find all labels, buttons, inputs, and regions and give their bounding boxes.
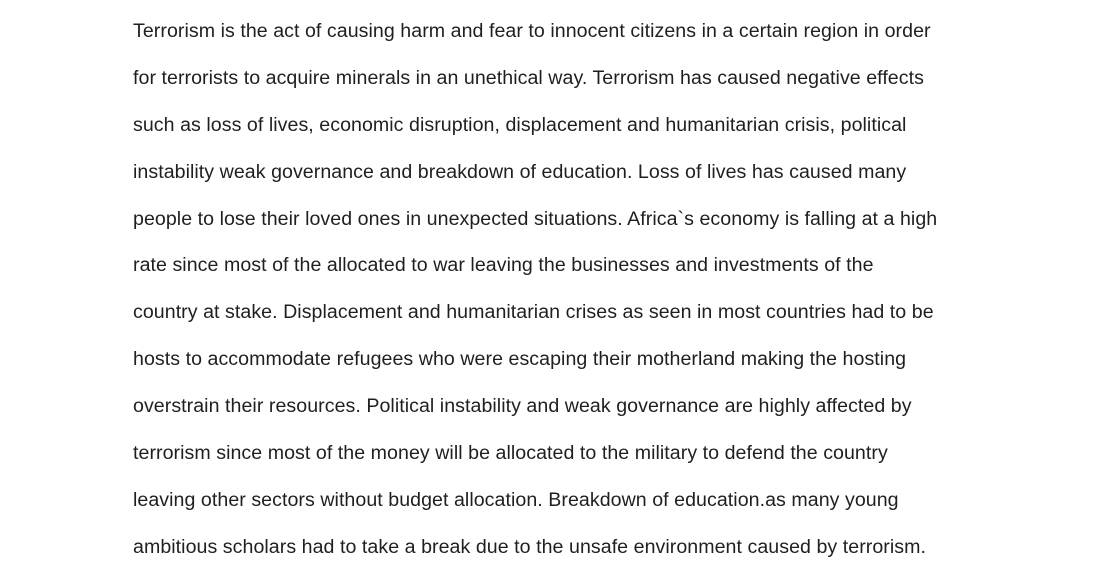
paragraph-line: instability weak governance and breakdown of education. Loss of lives has caused many <box>133 160 907 183</box>
paragraph-line: rate since most of the allocated to war leaving the businesses and investments of the <box>133 254 874 277</box>
essay-paragraph <box>133 14 1083 577</box>
paragraph-line: overstrain their resources. Political instability and weak governance are highly affected by <box>133 395 912 418</box>
paragraph-line: for terrorists to acquire minerals in an unethical way. Terrorism has caused negative effects <box>133 66 924 89</box>
paragraph-line: leaving other sectors without budget allocation. Breakdown of education.as many young <box>133 488 899 511</box>
paragraph-line: country at stake. Displacement and humanitarian crises as seen in most countries had to be <box>133 301 934 324</box>
paragraph-line: ambitious scholars had to take a break due to the unsafe environment caused by terrorism. <box>133 535 926 558</box>
paragraph-line: terrorism since most of the money will be allocated to the military to defend the country <box>133 442 888 465</box>
paragraph-line: Terrorism is the act of causing harm and fear to innocent citizens in a certain region in order <box>133 20 931 42</box>
paragraph-line: people to lose their loved ones in unexpected situations. Africa`s economy is falling at a high <box>133 207 938 230</box>
paragraph-line: hosts to accommodate refugees who were escaping their motherland making the hosting <box>133 348 907 371</box>
paragraph-line: such as loss of lives, economic disruption, displacement and humanitarian crisis, political <box>133 113 907 136</box>
